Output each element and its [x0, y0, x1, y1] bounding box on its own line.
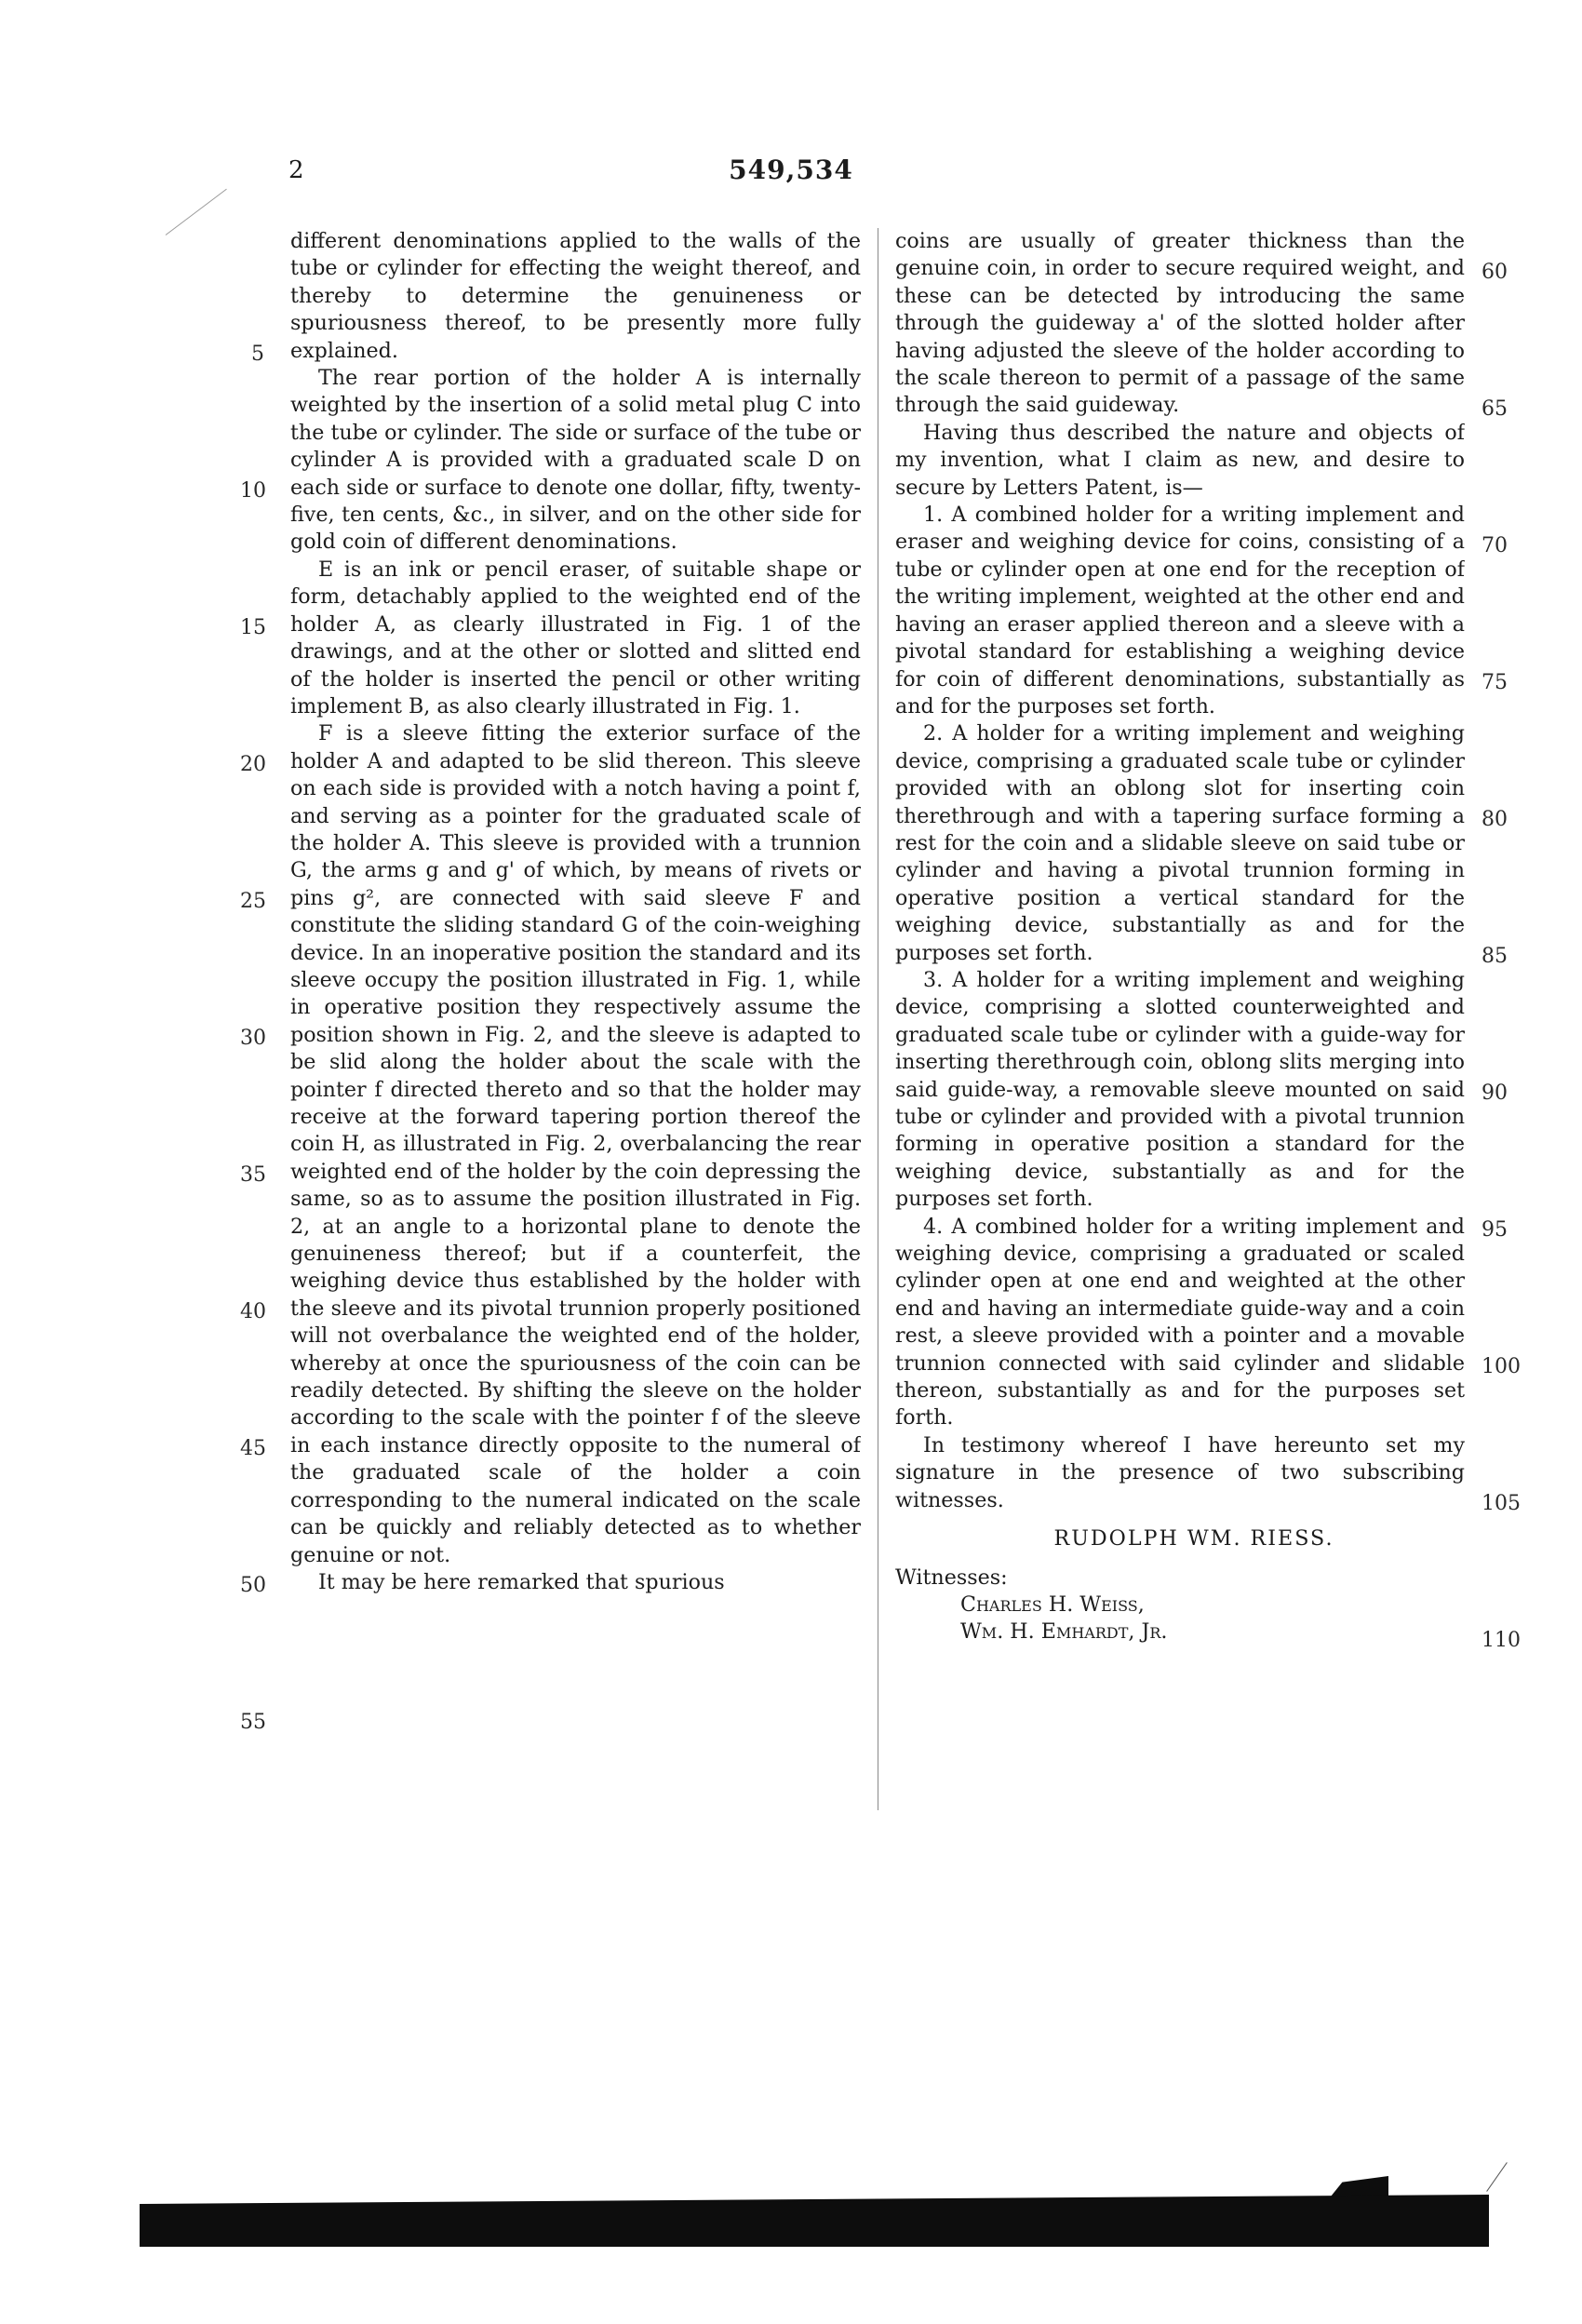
page-number: 2	[288, 156, 304, 184]
line-number: 55	[240, 1711, 266, 1734]
line-number: 100	[1481, 1355, 1521, 1378]
line-number: 25	[240, 890, 266, 913]
witness-name: Wm. H. Emhardt, Jr.	[960, 1619, 1168, 1645]
line-number: 65	[1481, 397, 1508, 421]
margin-pencil-mark	[166, 189, 227, 235]
line-number: 30	[240, 1027, 266, 1050]
inventor-signature: RUDOLPH WM. RIESS.	[1053, 1526, 1334, 1552]
line-number: 35	[240, 1163, 266, 1187]
witnesses-label: Witnesses:	[895, 1565, 1008, 1590]
line-number: 70	[1481, 534, 1508, 557]
line-number: 85	[1481, 945, 1508, 968]
right-paragraph-1: coins are usually of greater thickness than the genuine coin, in order to secure required weight, and these can be detected by introducing the same through the guideway a' of the slotted holder after having adjusted the sleeve of the holder according to the scale thereon to permit of a passage of the same through the said guideway.	[895, 229, 1465, 418]
scan-edge-bar	[140, 2195, 1489, 2247]
patent-number: 549,534	[729, 154, 853, 185]
claim-2: 2. A holder for a writing implement and weighing device, comprising a graduated scale tube or cylinder provided with an oblong slot for inserting coin therethrough and with a tapering surface forming a rest for the coin and a slidable sleeve on said tube or cylinder and having a pivotal trunnion forming in operative position a vertical standard for the weighing device, substantially as and for the purposes set forth.	[895, 721, 1465, 965]
line-number: 20	[240, 753, 266, 776]
scan-mark	[1486, 2162, 1508, 2192]
line-number: 5	[251, 343, 264, 366]
line-number: 110	[1481, 1629, 1521, 1652]
line-number: 80	[1481, 808, 1508, 831]
line-number: 45	[240, 1437, 266, 1460]
claim-3: 3. A holder for a writing implement and weighing device, comprising a slotted counterweighted and graduated scale tube or cylinder with a guide-way for inserting therethrough coin, oblong slits merging into said guide-way, a removable sleeve mounted on said tube or cylinder and provided with a pivotal trunnion forming in operative position a standard for the weighing device, substantially as and for the purposes set forth.	[895, 967, 1465, 1212]
line-number: 95	[1481, 1218, 1508, 1242]
claim-1: 1. A combined holder for a writing implement and eraser and weighing device for coins, consisting of a tube or cylinder open at one end for the reception of the writing implement, weighted at the other end and having an eraser applied thereon and a sleeve with a pivotal standard for establishing a weighing device for coin of different denominations, substantially as and for the purposes set forth.	[895, 503, 1465, 719]
line-number: 15	[240, 616, 266, 639]
right-column	[895, 228, 1465, 1829]
line-number: 60	[1481, 261, 1508, 284]
left-paragraph-4: F is a sleeve fitting the exterior surface of the holder A and adapted to be slid thereon. This sleeve on each side is provided with a notch having a point f, and serving as a pointer for the graduated scale of the holder A. This sleeve is provided with a trunnion G, the arms g and g' of which, by means of rivets or pins g², are connected with said sleeve F and constitute the sliding standard G of the coin-weighing device. In an inoperative position the standard and its sleeve occupy the position illustrated in Fig. 1, while in operative position they respectively assume the position shown in Fig. 2, and the sleeve is adapted to be slid along the holder about the scale with the pointer f directed thereto and so that the holder may receive at the forward tapering portion thereof the coin H, as illustrated in Fig. 2, overbalancing the rear weighted end of the holder by the coin depressing the same, so as to assume the position illustrated in Fig. 2, at an angle to a horizontal plane to denote the genuineness thereof; but if a counterfeit, the weighing device thus established by the holder with the sleeve and its pivotal trunnion properly positioned will not overbalance the weighted end of the holder, whereby at once the spuriousness of the coin can be readily detected. By shifting the sleeve on the holder according to the scale with the pointer f of the sleeve in each instance directly opposite to the numeral of the graduated scale of the holder a coin corresponding to the numeral indicated on the scale can be quickly and reliably detected as to whether genuine or not.	[290, 721, 861, 1567]
left-paragraph-5: It may be here remarked that spurious	[318, 1569, 725, 1594]
line-number: 50	[240, 1574, 266, 1597]
line-number: 10	[240, 479, 266, 503]
line-number: 90	[1481, 1081, 1508, 1105]
line-number: 40	[240, 1300, 266, 1323]
line-number: 75	[1481, 671, 1508, 694]
line-number: 105	[1481, 1492, 1521, 1515]
witness-name: Charles H. Weiss,	[960, 1592, 1145, 1617]
left-paragraph-1: different denominations applied to the walls of the tube or cylinder for effecting the weight thereof, and thereby to determine the genuineness or spuriousness thereof, to be presently more fully explained.	[290, 229, 861, 363]
right-paragraph-2: Having thus described the nature and objects of my invention, what I claim as new, and desire to secure by Letters Patent, is—	[895, 420, 1465, 500]
left-paragraph-3: E is an ink or pencil eraser, of suitable shape or form, detachably applied to the weighted end of the holder A, as clearly illustrated in Fig. 1 of the drawings, and at the other or slotted and slitted end of the holder is inserted the pencil or other writing implement B, as also clearly illustrated in Fig. 1.	[290, 557, 861, 719]
left-column	[290, 228, 861, 1829]
claim-4: 4. A combined holder for a writing implement and weighing device, comprising a graduated or scaled cylinder open at one end and weighted at the other end and having an intermediate guide-way and a coin rest, a sleeve provided with a pointer and a movable trunnion connected with said cylinder and slidable thereon, substantially as and for the purposes set forth.	[895, 1214, 1465, 1431]
scan-edge-shadow	[1331, 2176, 1388, 2196]
left-paragraph-2: The rear portion of the holder A is internally weighted by the insertion of a solid metal plug C into the tube or cylinder. The side or surface of the tube or cylinder A is provided with a graduated scale D on each side or surface to denote one dollar, fifty, twenty-five, ten cents, &c., in silver, and on the other side for gold coin of different denominations.	[290, 366, 861, 555]
testimony-paragraph: In testimony whereof I have hereunto set my signature in the presence of two subscribing witnesses.	[895, 1432, 1465, 1512]
